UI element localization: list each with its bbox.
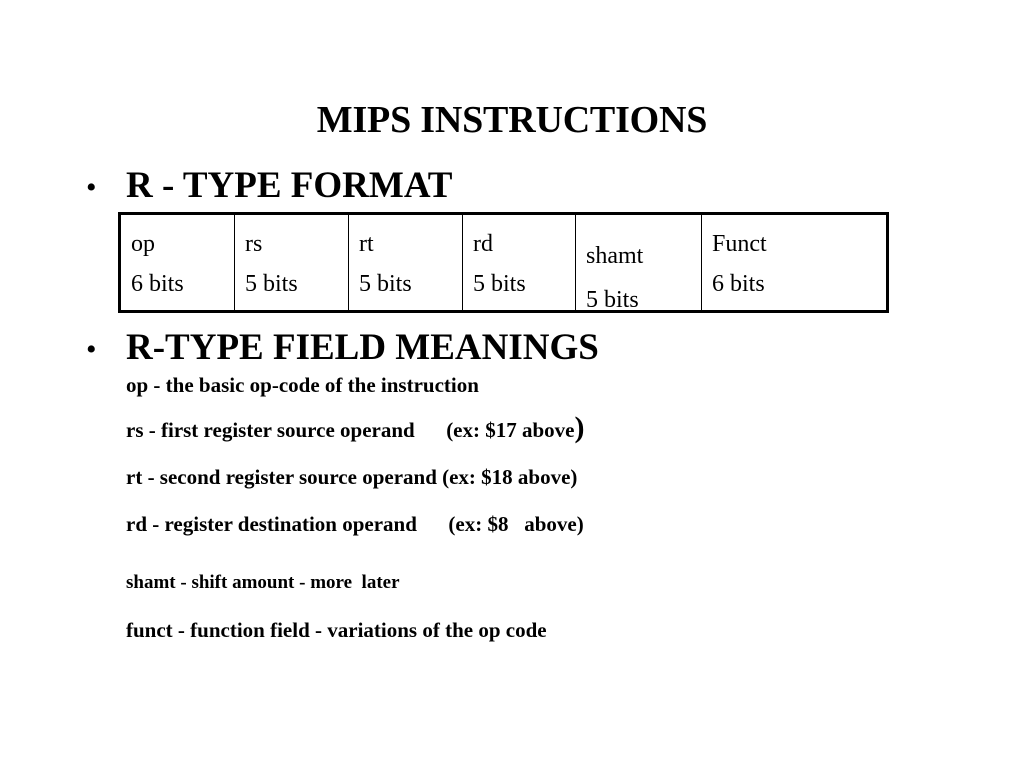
field-cell-rs (235, 215, 349, 310)
field-cell-funct (702, 215, 886, 310)
field-cell-shamt (576, 215, 702, 313)
bullet-r-type-format (86, 164, 452, 207)
meaning-rs-paren: ) (574, 411, 585, 444)
field-size: 5 bits (359, 271, 412, 297)
bullet-label: R - TYPE FORMAT (126, 165, 453, 206)
field-name: shamt (586, 243, 644, 269)
field-name: Funct (712, 231, 767, 257)
field-name: rs (245, 231, 263, 257)
meaning-rt: rt - second register source operand (ex: $18 above) (126, 465, 578, 489)
field-size: 6 bits (712, 271, 765, 297)
slide-title: MIPS INSTRUCTIONS (316, 99, 708, 141)
meaning-op: op - the basic op-code of the instruction (126, 373, 479, 397)
field-name: rd (473, 231, 493, 257)
field-cell-rt (349, 215, 463, 310)
meaning-rd: rd - register destination operand (ex: $8 above) (126, 512, 584, 536)
r-type-format-table (118, 212, 889, 313)
field-size: 6 bits (131, 271, 184, 297)
bullet-label: R-TYPE FIELD MEANINGS (126, 327, 599, 368)
meaning-rs (126, 411, 585, 444)
field-cell-op (121, 215, 235, 310)
meaning-funct: funct - function field - variations of the op code (126, 618, 547, 642)
bullet-icon: • (86, 333, 97, 366)
field-size: 5 bits (245, 271, 298, 297)
field-size: 5 bits (473, 271, 526, 297)
bullet-icon: • (86, 171, 97, 204)
field-name: op (131, 231, 155, 257)
field-cell-rd (463, 215, 576, 310)
meaning-rs-text: rs - first register source operand (ex: $17 above (126, 418, 575, 442)
bullet-r-type-field-meanings (86, 326, 599, 369)
meaning-shamt: shamt - shift amount - more later (126, 572, 400, 593)
field-size: 5 bits (586, 287, 639, 313)
field-name: rt (359, 231, 374, 257)
